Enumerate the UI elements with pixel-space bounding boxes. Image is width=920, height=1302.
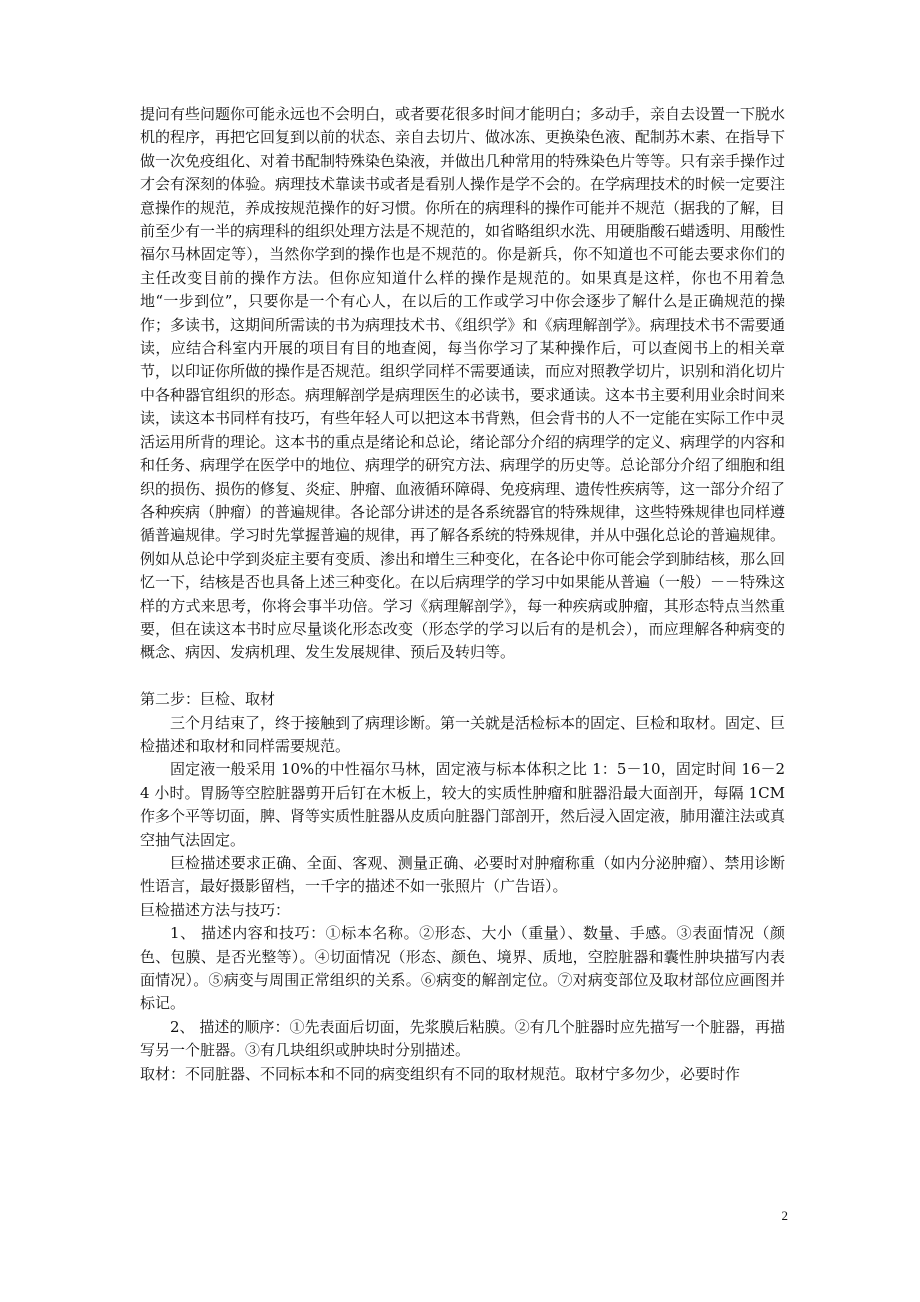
document-page bbox=[140, 103, 785, 1086]
section-heading-step-two: 第二步：巨检、取材 bbox=[140, 690, 276, 709]
body-paragraph-fixation: 固定液一般采用 10%的中性福尔马林，固定液与标本体积之比 1：5－10，固定时间 16－24 小时。胃肠等空腔脏器剪开后钉在木板上，较大的实质性肿瘤和脏器沿最大面剖开，每隔 1CM 作多个平等切面，脾、肾等实质性脏器从皮质向脏器门部剖开，然后浸入固定液，肺用灌注法或真空抽气法固定。 bbox=[140, 760, 786, 849]
list-item-description-content: 1、 描述内容和技巧：①标本名称。②形态、大小（重量）、数量、手感。③表面情况（颜色、包膜、是否光整等）。④切面情况（形态、颜色、境界、质地，空腔脏器和囊性肿块描写内表面情况）。⑤病变与周围正常组织的关系。⑥病变的解剖定位。⑦对病变部位及取材部位应画图并标记。 bbox=[140, 924, 785, 1013]
body-paragraph-diagnosis-intro: 三个月结束了，终于接触到了病理诊断。第一关就是活检标本的固定、巨检和取材。固定、巨检描述和取材和同样需要规范。 bbox=[140, 713, 786, 755]
body-paragraph-study-advice: 提问有些问题你可能永远也不会明白，或者要花很多时间才能明白；多动手，亲自去设置一下脱水机的程序，再把它回复到以前的状态、亲自去切片、做冰冻、更换染色液、配制苏木素、在指导下做一次免疫组化、对着书配制特殊染色染液，并做出几种常用的特殊染色片等等。只有亲手操作过才会有深刻的体验。病理技术靠读书或者是看别人操作是学不会的。在学病理技术的时候一定要注意操作的规范，养成按规范操作的好习惯。你所在的病理科的操作可能并不规范（据我的了解，目前至少有一半的病理科的组织处理方法是不规范的，如省略组织水洗、用硬脂酸石蜡透明、用酸性福尔马林固定等），当然你学到的操作也是不规范的。你是新兵，你不知道也不可能去要求你们的主任改变目前的操作方法。但你应知道什么样的操作是规范的。如果真是这样，你也不用着急地“一步到位”，只要你是一个有心人，在以后的工作或学习中你会逐步了解什么是正确规范的操作；多读书，这期间所需读的书为病理技术书、《组织学》和《病理解剖学》。病理技术书不需要通读，应结合科室内开展的项目有目的地查阅，每当你学习了某种操作后，可以查阅书上的相关章节，以印证你所做的操作是否规范。组织学同样不需要通读，而应对照教学切片，识别和消化切片中各种器官组织的形态。病理解剖学是病理医生的必读书，要求通读。这本书主要利用业余时间来读，读这本书同样有技巧，有些年轻人可以把这本书背熟，但会背书的人不一定能在实际工作中灵活运用所背的理论。这本书的重点是绪论和总论，绪论部分介绍的病理学的定义、病理学的内容和和任务、病理学在医学中的地位、病理学的研究方法、病理学的历史等。总论部分介绍了细胞和组织的损伤、损伤的修复、炎症、肿瘤、血液循环障碍、免疫病理、遗传性疾病等，这一部分介绍了各种疾病（肿瘤）的普遍规律。各论部分讲述的是各系统器官的特殊规律，这些特殊规律也同样遵循普遍规律。学习时先掌握普遍的规律，再了解各系统的特殊规律，并从中强化总论的普遍规律。例如从总论中学到炎症主要有变质、渗出和增生三种变化，在各论中你可能会学到肺结核，那么回忆一下，结核是否也具备上述三种变化。在以后病理学的学习中如果能从普遍（一般）－－特殊这样的方式来思考，你将会事半功倍。学习《病理解剖学》，每一种疾病或肿瘤，其形态特点当然重要，但在读这本书时应尽量谈化形态改变（形态学的学习以后有的是机会），而应理解各种病变的概念、病因、发病机理、发生发展规律、预后及转归等。 bbox=[140, 105, 786, 662]
body-paragraph-sampling: 取材：不同脏器、不同标本和不同的病变组织有不同的取材规范。取材宁多勿少，必要时作 bbox=[140, 1064, 741, 1083]
list-item-description-order: 2、 描述的顺序：①先表面后切面，先浆膜后粘膜。②有几个脏器时应先描写一个脏器，再描写另一个脏器。③有几块组织或肿块时分别描述。 bbox=[140, 1017, 785, 1060]
page-number: 2 bbox=[781, 1208, 788, 1223]
body-paragraph-gross-description: 巨检描述要求正确、全面、客观、测量正确、必要时对肿瘤称重（如内分泌肿瘤）、禁用诊断性语言，最好摄影留档，一千字的描述不如一张照片（广告语）。 bbox=[140, 853, 785, 896]
subheading-gross-methods: 巨检描述方法与技巧： bbox=[140, 900, 291, 919]
